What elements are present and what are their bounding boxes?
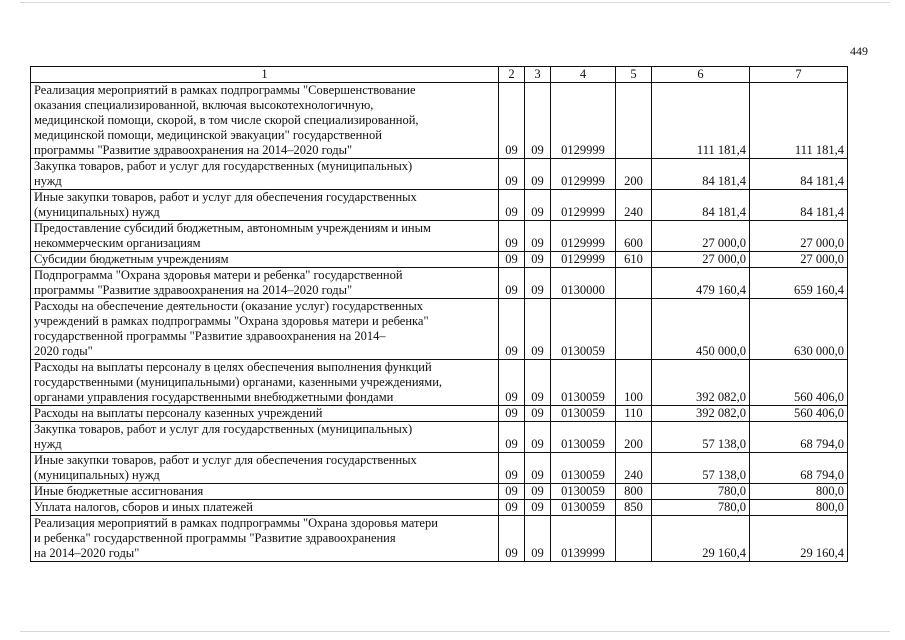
- table-row: [31, 299, 848, 360]
- table-row: [31, 159, 848, 190]
- scan-artifact-top: [20, 2, 890, 3]
- row-target-article: 0129999: [551, 190, 616, 221]
- row-amount-year1: 479 160,4: [652, 268, 750, 299]
- row-amount-year2: 27 000,0: [750, 252, 848, 268]
- row-section-code: 09: [499, 484, 525, 500]
- row-target-article: 0139999: [551, 516, 616, 562]
- row-description: Иные закупки товаров, работ и услуг для обеспечения государственных (муниципальных) нужд: [31, 190, 499, 221]
- row-amount-year2: 800,0: [750, 500, 848, 516]
- column-header: 5: [616, 67, 652, 83]
- row-amount-year2: 560 406,0: [750, 406, 848, 422]
- row-description: Предоставление субсидий бюджетным, автономным учреждениям и иным некоммерческим организациям: [31, 221, 499, 252]
- row-amount-year2: 68 794,0: [750, 453, 848, 484]
- row-section-code: 09: [499, 422, 525, 453]
- row-section-code: 09: [499, 190, 525, 221]
- row-section-code: 09: [499, 268, 525, 299]
- row-amount-year1: 57 138,0: [652, 453, 750, 484]
- row-description: Подпрограмма "Охрана здоровья матери и ребенка" государственной программы "Развитие здравоохранения на 2014–2020 годы": [31, 268, 499, 299]
- scan-artifact-bottom: [20, 631, 890, 632]
- row-expense-type: 110: [616, 406, 652, 422]
- row-section-code: 09: [499, 221, 525, 252]
- row-amount-year1: 111 181,4: [652, 83, 750, 159]
- row-subsection-code: 09: [525, 422, 551, 453]
- row-target-article: 0130059: [551, 484, 616, 500]
- row-subsection-code: 09: [525, 299, 551, 360]
- row-amount-year1: 84 181,4: [652, 190, 750, 221]
- row-expense-type: 800: [616, 484, 652, 500]
- row-section-code: 09: [499, 406, 525, 422]
- row-target-article: 0130059: [551, 406, 616, 422]
- row-description: Иные закупки товаров, работ и услуг для обеспечения государственных (муниципальных) нужд: [31, 453, 499, 484]
- column-header: 6: [652, 67, 750, 83]
- table-row: [31, 83, 848, 159]
- row-target-article: 0130059: [551, 299, 616, 360]
- table-row: [31, 453, 848, 484]
- row-amount-year1: 27 000,0: [652, 221, 750, 252]
- row-section-code: 09: [499, 453, 525, 484]
- row-amount-year2: 630 000,0: [750, 299, 848, 360]
- row-amount-year2: 800,0: [750, 484, 848, 500]
- row-description: Расходы на выплаты персоналу в целях обеспечения выполнения функций государственными (муниципальными) органами, казенными учреждениями, органами управления государственными внебюджетными фондами: [31, 360, 499, 406]
- row-description: Закупка товаров, работ и услуг для государственных (муниципальных) нужд: [31, 159, 499, 190]
- row-amount-year1: 29 160,4: [652, 516, 750, 562]
- row-expense-type: 200: [616, 422, 652, 453]
- row-target-article: 0130059: [551, 360, 616, 406]
- table-row: [31, 252, 848, 268]
- row-expense-type: [616, 516, 652, 562]
- row-description: Расходы на обеспечение деятельности (оказание услуг) государственных учреждений в рамках подпрограммы "Охрана здоровья матери и ребенка" государственной программы "Развитие здравоохранения на 2014– 2020 годы": [31, 299, 499, 360]
- row-description: Реализация мероприятий в рамках подпрограммы "Охрана здоровья матери и ребенка" государственной программы "Развитие здравоохранения на 2014–2020 годы": [31, 516, 499, 562]
- row-description: Иные бюджетные ассигнования: [31, 484, 499, 500]
- row-amount-year1: 392 082,0: [652, 406, 750, 422]
- row-expense-type: 240: [616, 190, 652, 221]
- row-subsection-code: 09: [525, 221, 551, 252]
- row-amount-year2: 68 794,0: [750, 422, 848, 453]
- table-row: [31, 268, 848, 299]
- row-amount-year2: 84 181,4: [750, 190, 848, 221]
- table-header-row: [31, 67, 848, 83]
- row-expense-type: 200: [616, 159, 652, 190]
- column-header: 7: [750, 67, 848, 83]
- row-amount-year2: 29 160,4: [750, 516, 848, 562]
- row-amount-year2: 84 181,4: [750, 159, 848, 190]
- row-amount-year2: 27 000,0: [750, 221, 848, 252]
- row-section-code: 09: [499, 252, 525, 268]
- row-amount-year2: 659 160,4: [750, 268, 848, 299]
- row-section-code: 09: [499, 83, 525, 159]
- row-description: Расходы на выплаты персоналу казенных учреждений: [31, 406, 499, 422]
- column-header: 2: [499, 67, 525, 83]
- row-subsection-code: 09: [525, 500, 551, 516]
- budget-table: [30, 66, 848, 562]
- row-description: Субсидии бюджетным учреждениям: [31, 252, 499, 268]
- row-amount-year2: 111 181,4: [750, 83, 848, 159]
- row-subsection-code: 09: [525, 453, 551, 484]
- row-subsection-code: 09: [525, 252, 551, 268]
- row-expense-type: 100: [616, 360, 652, 406]
- row-target-article: 0129999: [551, 83, 616, 159]
- row-subsection-code: 09: [525, 406, 551, 422]
- row-expense-type: [616, 83, 652, 159]
- row-target-article: 0130059: [551, 422, 616, 453]
- row-expense-type: 240: [616, 453, 652, 484]
- row-expense-type: [616, 268, 652, 299]
- table-row: [31, 516, 848, 562]
- row-description: Реализация мероприятий в рамках подпрограммы "Совершенствование оказания специализированной, включая высокотехнологичную, медицинской помощи, скорой, в том числе скорой специализированной, медицинской помощи, медицинской эвакуации" государственной программы "Развитие здравоохранения на 2014–2020 годы": [31, 83, 499, 159]
- row-target-article: 0130000: [551, 268, 616, 299]
- table-row: [31, 190, 848, 221]
- row-subsection-code: 09: [525, 360, 551, 406]
- row-target-article: 0129999: [551, 159, 616, 190]
- row-amount-year1: 57 138,0: [652, 422, 750, 453]
- row-amount-year1: 27 000,0: [652, 252, 750, 268]
- row-target-article: 0129999: [551, 252, 616, 268]
- row-section-code: 09: [499, 360, 525, 406]
- row-target-article: 0130059: [551, 453, 616, 484]
- row-subsection-code: 09: [525, 159, 551, 190]
- row-subsection-code: 09: [525, 484, 551, 500]
- table-row: [31, 221, 848, 252]
- row-target-article: 0129999: [551, 221, 616, 252]
- row-expense-type: 610: [616, 252, 652, 268]
- column-header: 3: [525, 67, 551, 83]
- table-row: [31, 484, 848, 500]
- row-amount-year1: 450 000,0: [652, 299, 750, 360]
- row-subsection-code: 09: [525, 268, 551, 299]
- row-subsection-code: 09: [525, 83, 551, 159]
- row-subsection-code: 09: [525, 516, 551, 562]
- row-amount-year1: 392 082,0: [652, 360, 750, 406]
- row-description: Закупка товаров, работ и услуг для государственных (муниципальных) нужд: [31, 422, 499, 453]
- page-number: 449: [850, 44, 868, 58]
- row-section-code: 09: [499, 299, 525, 360]
- row-amount-year2: 560 406,0: [750, 360, 848, 406]
- column-header: 4: [551, 67, 616, 83]
- row-expense-type: [616, 299, 652, 360]
- table-row: [31, 422, 848, 453]
- column-header: 1: [31, 67, 499, 83]
- table-row: [31, 500, 848, 516]
- table-row: [31, 360, 848, 406]
- row-section-code: 09: [499, 516, 525, 562]
- row-section-code: 09: [499, 159, 525, 190]
- row-expense-type: 850: [616, 500, 652, 516]
- row-description: Уплата налогов, сборов и иных платежей: [31, 500, 499, 516]
- row-target-article: 0130059: [551, 500, 616, 516]
- row-expense-type: 600: [616, 221, 652, 252]
- row-amount-year1: 780,0: [652, 484, 750, 500]
- row-section-code: 09: [499, 500, 525, 516]
- table-row: [31, 406, 848, 422]
- row-amount-year1: 780,0: [652, 500, 750, 516]
- row-amount-year1: 84 181,4: [652, 159, 750, 190]
- row-subsection-code: 09: [525, 190, 551, 221]
